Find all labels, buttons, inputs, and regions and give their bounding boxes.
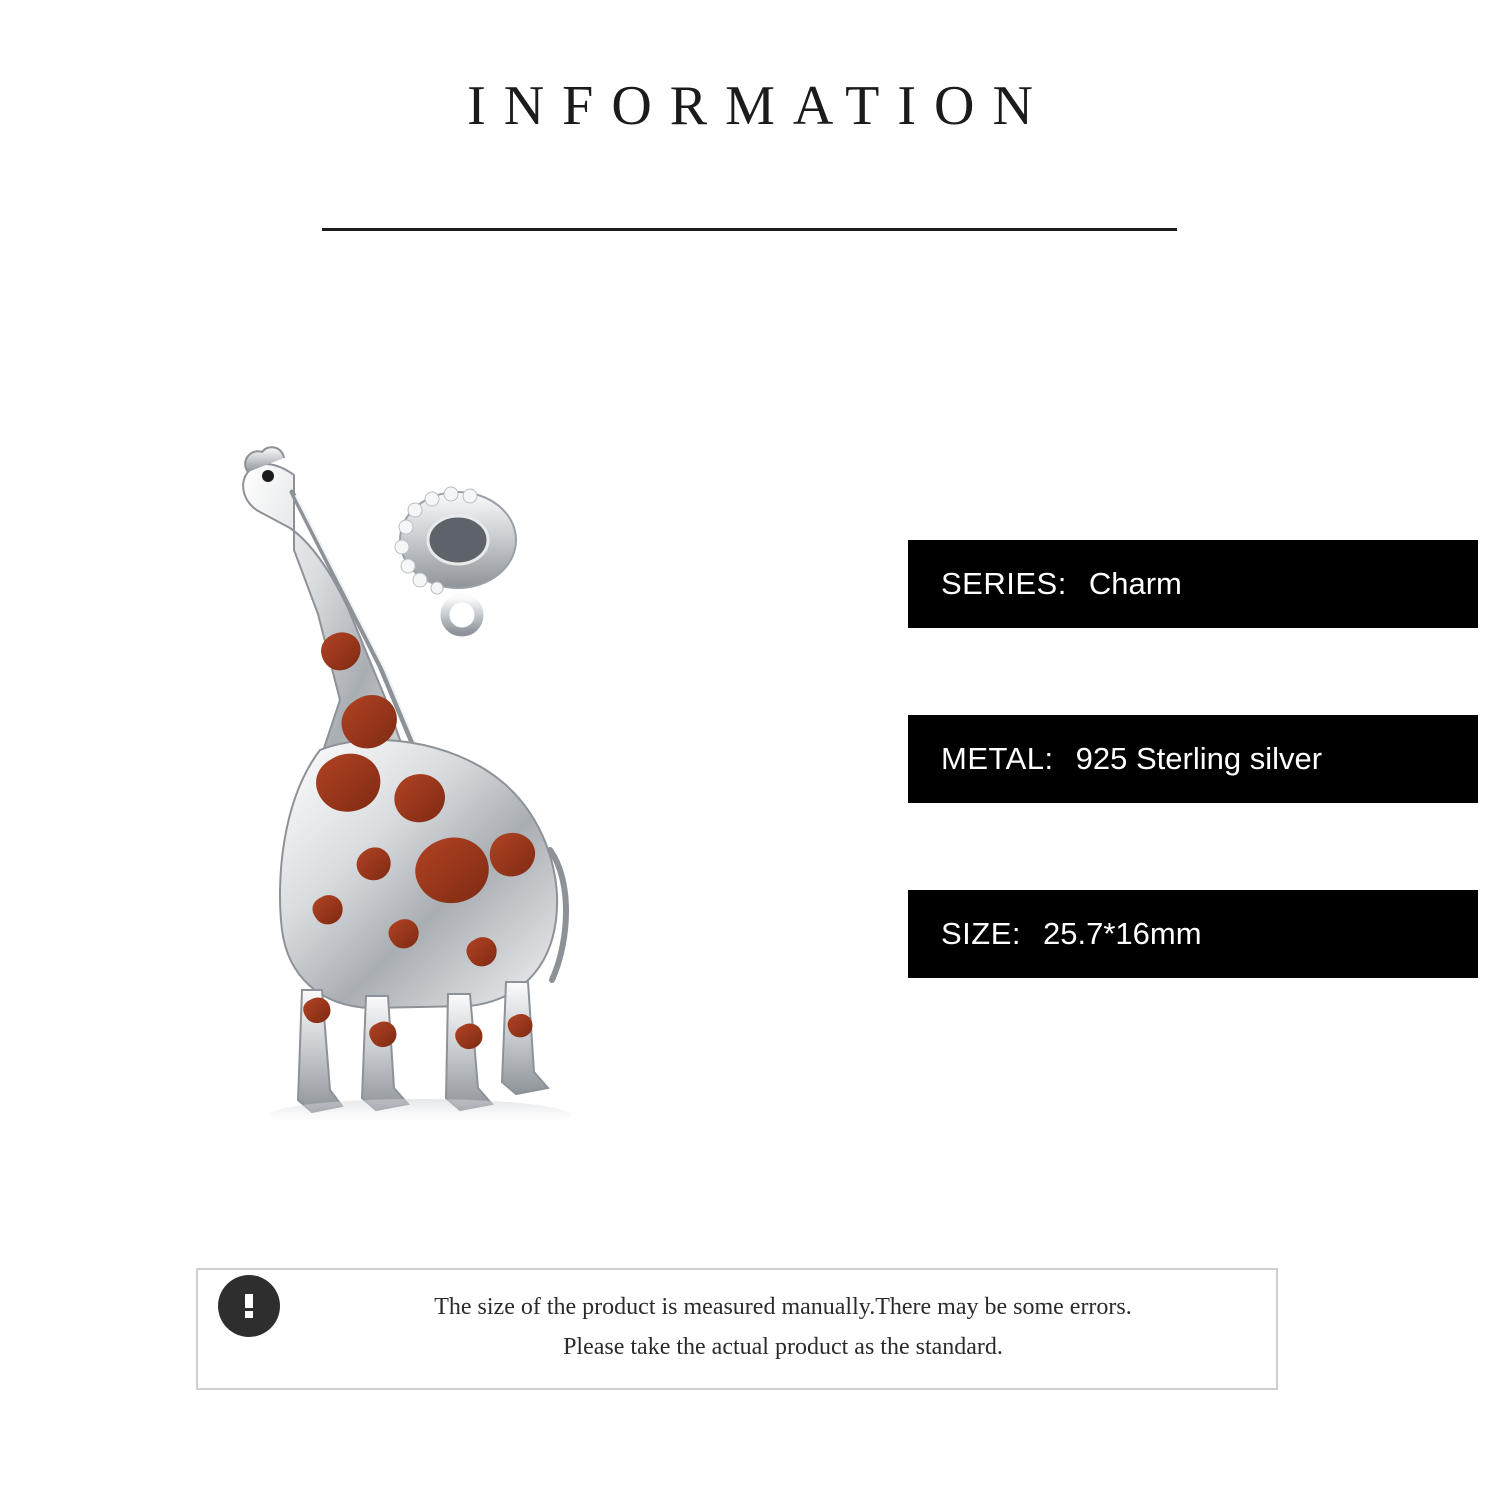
disclaimer-text [308,1288,1258,1367]
giraffe-charm-illustration [170,400,830,1120]
spec-label-size: SIZE: [941,916,1022,951]
spec-list [908,540,1478,1065]
spec-value-series: Charm [1088,566,1182,601]
spec-row-size [908,890,1478,978]
disclaimer-box [196,1268,1278,1390]
page-title: INFORMATION [467,75,1051,137]
spec-value-size: 25.7*16mm [1043,916,1202,951]
spec-row-series [908,540,1478,628]
title-divider [322,228,1177,231]
spec-label-series: SERIES: [941,566,1067,601]
product-image [170,400,830,1120]
spec-label-metal: METAL: [941,741,1054,776]
spec-row-metal [908,715,1478,803]
page-header [0,75,1500,137]
disclaimer-line-1: The size of the product is measured manually.There may be some errors. [434,1294,1132,1320]
charm-bail [395,487,516,632]
disclaimer-line-2: Please take the actual product as the standard. [563,1333,1003,1360]
spec-value-metal: 925 Sterling silver [1075,741,1323,776]
exclamation-icon [218,1275,280,1337]
exclamation-glyph [232,1289,266,1323]
